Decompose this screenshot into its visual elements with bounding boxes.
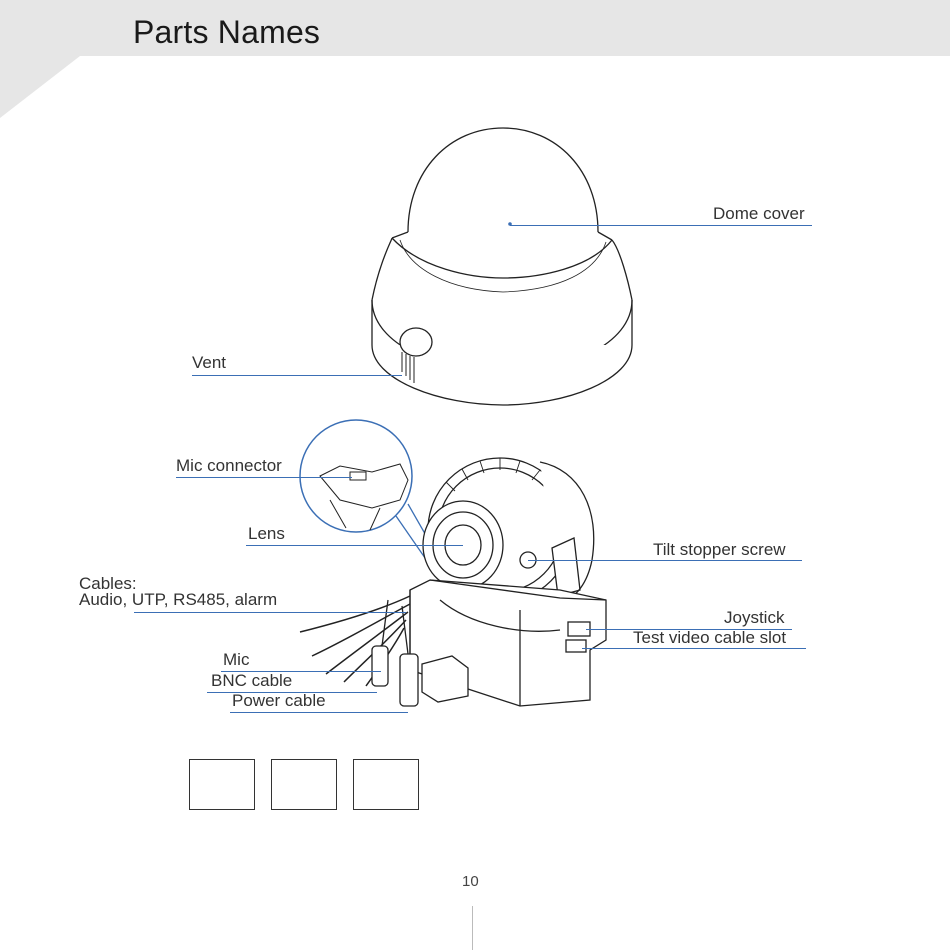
dome-cover-illustration — [372, 128, 632, 405]
leader-vent — [192, 375, 402, 376]
label-lens: Lens — [248, 524, 285, 543]
leader-dome-cover — [510, 225, 812, 226]
leader-power-cable — [230, 712, 408, 713]
label-joystick: Joystick — [724, 608, 785, 627]
leader-lens — [246, 545, 463, 546]
label-power-cable: Power cable — [232, 691, 326, 710]
page-title: Parts Names — [133, 14, 321, 50]
magnifier-circle — [300, 420, 412, 532]
label-bnc-cable: BNC cable — [211, 671, 293, 690]
label-mic-connector: Mic connector — [176, 456, 282, 475]
label-cables-list: Audio, UTP, RS485, alarm — [79, 590, 278, 609]
label-test-video-cable-slot: Test video cable slot — [633, 628, 787, 647]
label-mic: Mic — [223, 650, 250, 669]
label-cables-title: Cables: — [79, 574, 137, 593]
leader-mic-connector — [176, 477, 352, 478]
label-vent: Vent — [192, 353, 227, 372]
page-number: 10 — [462, 873, 479, 890]
leader-tilt-stopper-screw — [528, 560, 802, 561]
leader-test-video-cable-slot — [582, 648, 806, 649]
label-dome-cover: Dome cover — [713, 204, 805, 223]
leader-cables — [134, 612, 406, 613]
label-tilt-stopper-screw: Tilt stopper screw — [653, 540, 786, 559]
empty-box-3 — [353, 759, 419, 810]
empty-box-2 — [271, 759, 337, 810]
bottom-rule — [472, 906, 473, 950]
empty-box-1 — [189, 759, 255, 810]
